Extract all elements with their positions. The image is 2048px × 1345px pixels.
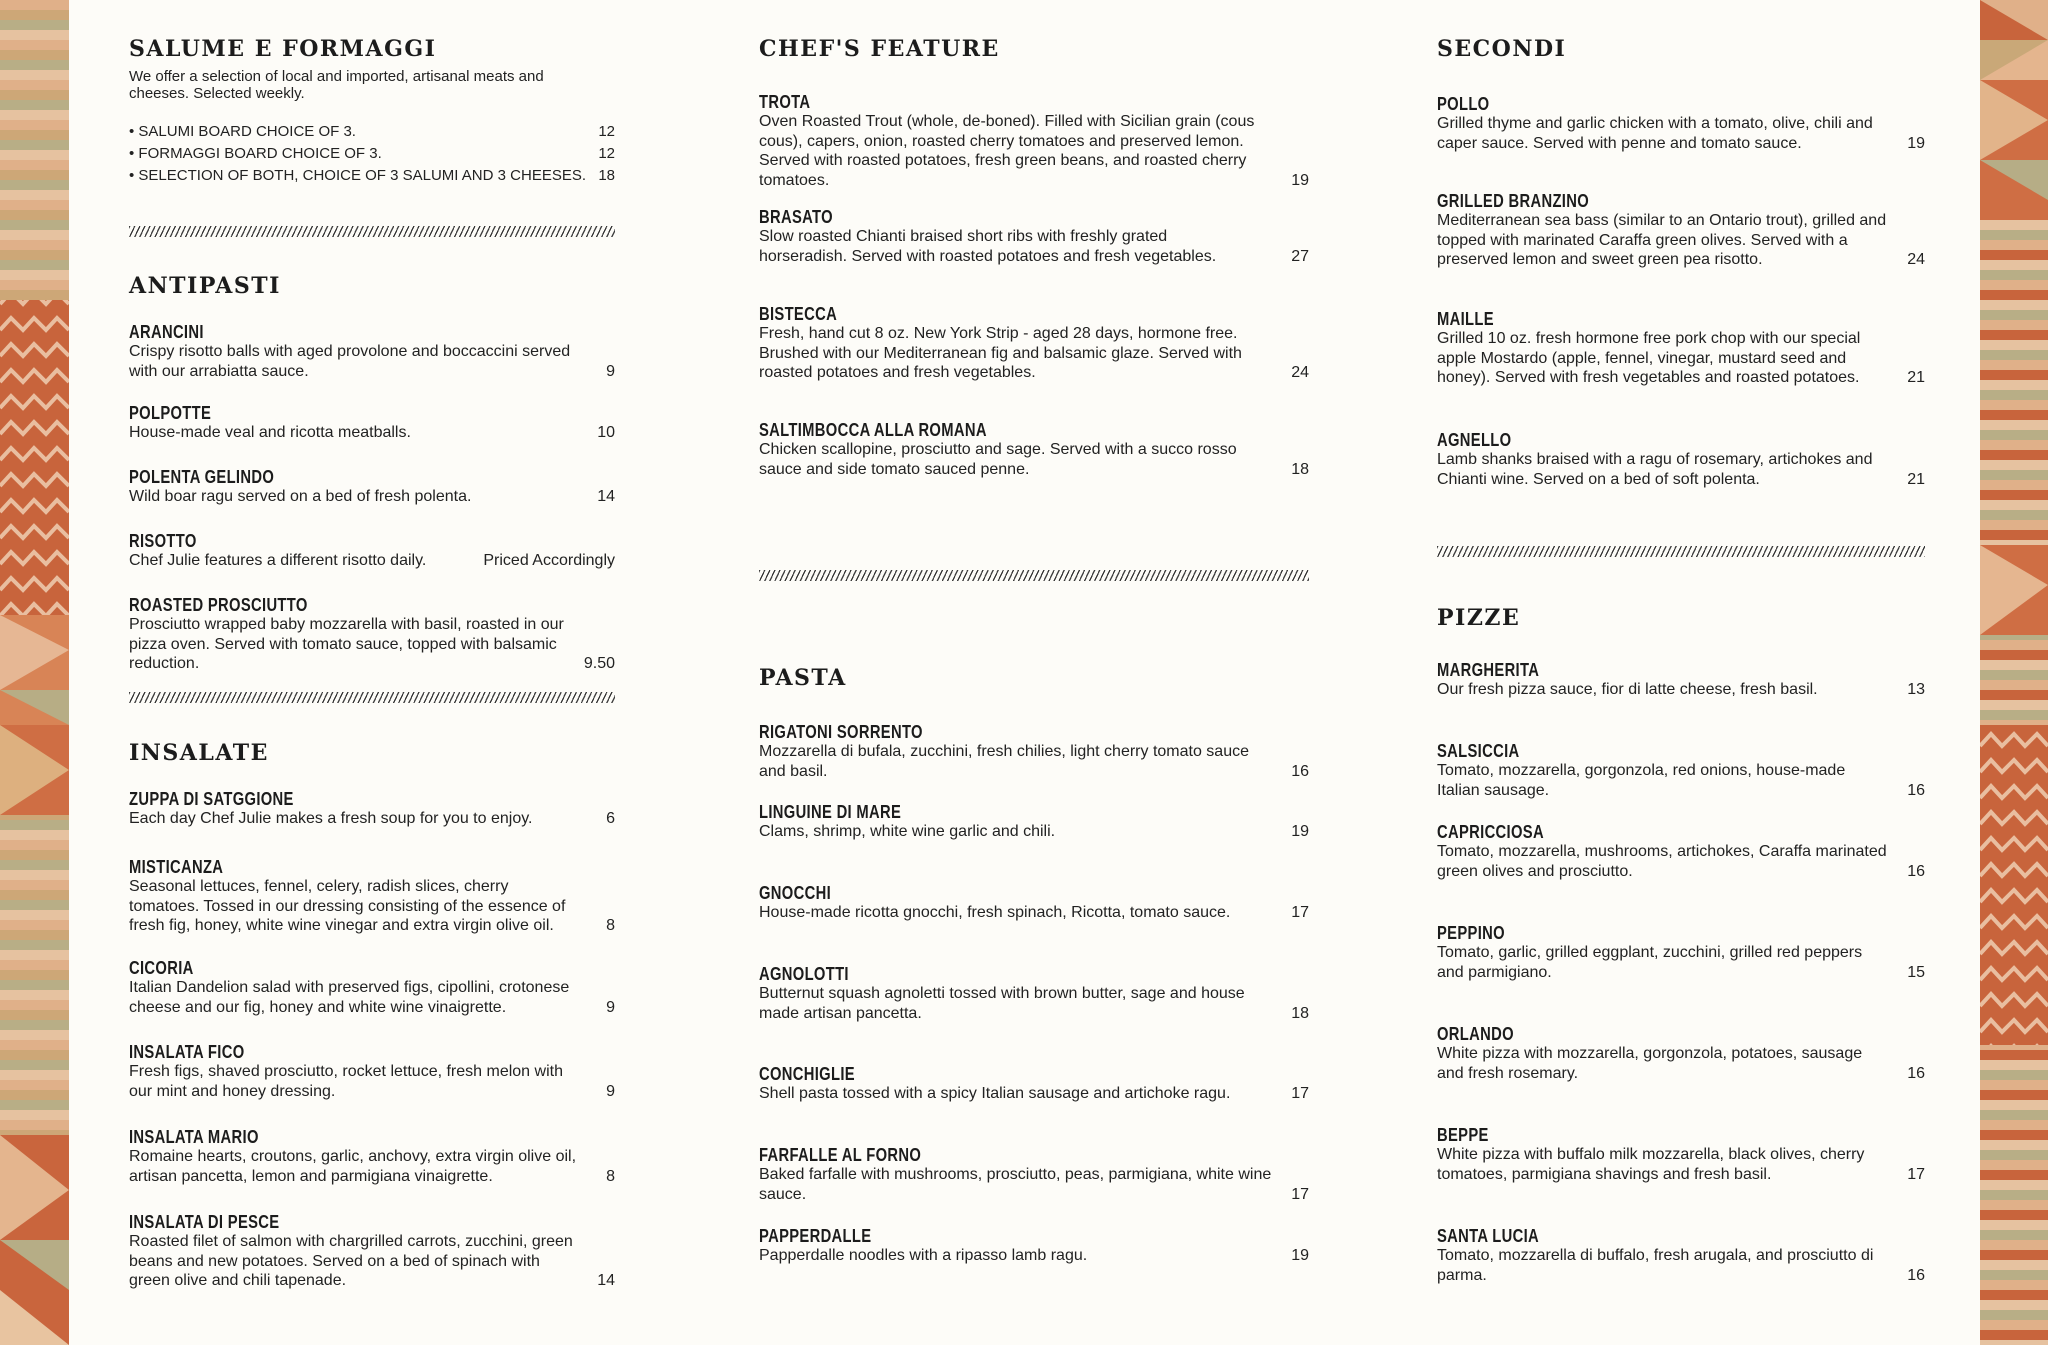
item-name: BRASATO [759,207,833,227]
price: Priced Accordingly [483,552,615,569]
price: 16 [1907,1266,1925,1284]
price: 19 [1291,823,1309,840]
item-description: Roasted filet of salmon with chargrilled carrots, zucchini, green beans and new potatoes. Served on a bed of spinach with green olive and chili tapenade. [129,1233,573,1289]
price: 14 [597,488,615,505]
item-name: RISOTTO [129,531,197,551]
section-title-antipasti: ANTIPASTI [129,273,281,299]
menu-item [759,1226,1309,1266]
menu-item [1437,660,1925,700]
item-name: MARGHERITA [1437,660,1540,680]
item-name: POLPOTTE [129,403,212,423]
price: 17 [1291,1085,1309,1102]
price: 16 [1907,1064,1925,1082]
item-name: LINGUINE DI MARE [759,802,902,822]
menu-item [1437,1125,1925,1184]
item-name: SALTIMBOCCA ALLA ROMANA [759,420,987,440]
left-border-pattern [0,0,69,1345]
item-name: POLLO [1437,94,1490,114]
price: 14 [597,1272,615,1289]
menu-item [129,467,615,507]
item-description: Clams, shrimp, white wine garlic and chili. [759,823,1056,840]
menu-item [1437,430,1925,489]
item-name: INSALATA MARIO [129,1127,259,1147]
menu-item [1437,923,1925,982]
menu-item [759,92,1309,190]
item-description: Romaine hearts, croutons, garlic, anchovy, extra virgin olive oil, artisan pancetta, lemon and parmigiana vinaigrette. [129,1148,577,1185]
item-description: White pizza with mozzarella, gorgonzola, potatoes, sausage and fresh rosemary. [1437,1045,1863,1082]
price: 10 [597,424,615,441]
menu-item [759,304,1309,383]
item-description: Shell pasta tossed with a spicy Italian sausage and artichoke ragu. [759,1085,1231,1102]
menu-item [759,964,1309,1023]
list-item: • FORMAGGI BOARD CHOICE OF 3. 12 [129,143,615,165]
menu-item [129,958,615,1017]
price: 16 [1907,862,1925,880]
menu-item [1437,822,1925,881]
price: 16 [1907,781,1925,799]
item-description: Mediterranean sea bass (similar to an Ontario trout), grilled and topped with marinated Caraffa green olives. Served with a preserved lemon and sweet green pea risotto. [1437,212,1887,268]
price: 18 [598,167,615,184]
menu-item [129,857,615,936]
menu-item [129,1127,615,1186]
item-name: AGNELLO [1437,430,1512,450]
price: 12 [598,145,615,162]
menu-item [759,420,1309,479]
price: 19 [1291,171,1309,189]
price: 9 [606,362,615,380]
item-description: Crispy risotto balls with aged provolone and boccaccini served with our arrabiatta sauce. [129,343,571,380]
item-description: Prosciutto wrapped baby mozzarella with basil, roasted in our pizza oven. Served with tomato sauce, topped with balsamic reduction. [129,616,564,672]
section-title-pizze: PIZZE [1437,605,1521,631]
price: 6 [606,810,615,827]
section-title-salume-e-formaggi: SALUME E FORMAGGI [129,36,437,62]
item-description: Chef Julie features a different risotto daily. [129,552,427,569]
menu-item [1437,94,1925,153]
menu-item [129,1042,615,1101]
price: 13 [1907,681,1925,698]
list-item: • SELECTION OF BOTH, CHOICE OF 3 SALUMI AND 3 CHEESES. 18 [129,165,615,187]
item-description: White pizza with buffalo milk mozzarella, black olives, cherry tomatoes, parmigiana shavings and fresh basil. [1437,1146,1865,1183]
price: 24 [1907,251,1925,268]
price: 19 [1907,134,1925,152]
item-name: CAPRICCIOSA [1437,822,1544,842]
item-name: GNOCCHI [759,883,832,903]
list-item: • SALUMI BOARD CHOICE OF 3. 12 [129,121,615,143]
item-name: FARFALLE AL FORNO [759,1145,922,1165]
item-description: Butternut squash agnoletti tossed with brown butter, sage and house made artisan pancetta. [759,985,1245,1022]
item-name: RIGATONI SORRENTO [759,722,923,742]
menu-item [129,1212,615,1291]
menu-item [759,802,1309,842]
menu-item [1437,309,1925,388]
price: 17 [1291,904,1309,921]
item-name: BISTECCA [759,304,838,324]
item-description: Grilled thyme and garlic chicken with a tomato, olive, chili and caper sauce. Served with penne and tomato sauce. [1437,115,1873,152]
item-description: Grilled 10 oz. fresh hormone free pork chop with our special apple Mostardo (apple, fennel, vinegar, mustard seed and honey). Served with fresh vegetables and roasted potatoes. [1437,330,1861,386]
item-name: AGNOLOTTI [759,964,849,984]
price: 8 [606,917,615,934]
section-divider [129,226,615,237]
item-description: Wild boar ragu served on a bed of fresh polenta. [129,488,472,505]
item-name: SALSICCIA [1437,741,1520,761]
section-divider [759,570,1309,581]
price: 27 [1291,247,1309,265]
menu-item [1437,1226,1925,1285]
item-description: Baked farfalle with mushrooms, prosciutto, peas, parmigiana, white wine sauce. [759,1166,1272,1203]
item-description: Seasonal lettuces, fennel, celery, radish slices, cherry tomatoes. Tossed in our dressing consisting of the essence of fresh fig, honey, white wine vinegar and extra virgin olive oil. [129,878,566,934]
price: 9.50 [583,655,615,672]
menu-item [129,595,615,674]
price: 17 [1907,1165,1925,1183]
item-name: TROTA [759,92,811,112]
section-title-chefs-feature: CHEF'S FEATURE [759,36,1000,62]
item-description: Italian Dandelion salad with preserved figs, cipollini, crotonese cheese and our fig, honey and white wine vinaigrette. [129,979,570,1016]
item-name: ROASTED PROSCIUTTO [129,595,308,615]
item-name: INSALATA FICO [129,1042,245,1062]
menu-item [129,531,615,571]
section-divider [129,692,615,703]
right-border-pattern [1980,0,2048,1345]
item-name: ZUPPA DI SATGGIONE [129,789,294,809]
item-name: CONCHIGLIE [759,1064,855,1084]
section-divider [1437,546,1925,557]
menu-item [759,883,1309,923]
item-description: Chicken scallopine, prosciutto and sage. Served with a succo rosso sauce and side tomato sauced penne. [759,441,1237,478]
price: 16 [1291,762,1309,780]
item-description: Tomato, garlic, grilled eggplant, zucchini, grilled red peppers and parmigiano. [1437,944,1863,981]
board-list [129,121,615,187]
price: 18 [1291,460,1309,478]
menu-item [759,207,1309,266]
item-description: Tomato, mozzarella, mushrooms, artichokes, Caraffa marinated green olives and prosciutto. [1437,843,1887,880]
item-description: Each day Chef Julie makes a fresh soup for you to enjoy. [129,810,533,827]
item-name: INSALATA DI PESCE [129,1212,280,1232]
menu-item [129,789,615,829]
menu-item [129,322,615,381]
right-decorative-border [1980,0,2048,1345]
section-title-insalate: INSALATE [129,740,269,766]
item-description: Slow roasted Chianti braised short ribs with freshly grated horseradish. Served with roasted potatoes and fresh vegetables. [759,228,1217,265]
price: 21 [1907,369,1925,386]
menu-item [759,722,1309,781]
item-name: POLENTA GELINDO [129,467,275,487]
item-description: Fresh, hand cut 8 oz. New York Strip - aged 28 days, hormone free. Brushed with our Mediterranean fig and balsamic glaze. Served with roasted potatoes and fresh vegetables. [759,325,1242,381]
menu-item [1437,191,1925,270]
price: 12 [598,123,615,140]
price: 21 [1907,470,1925,488]
item-description: Mozzarella di bufala, zucchini, fresh chilies, light cherry tomato sauce and basil. [759,743,1249,780]
item-name: ORLANDO [1437,1024,1514,1044]
price: 15 [1907,963,1925,981]
item-description: House-made ricotta gnocchi, fresh spinach, Ricotta, tomato sauce. [759,904,1231,921]
item-description: Lamb shanks braised with a ragu of rosemary, artichokes and Chianti wine. Served on a bed of soft polenta. [1437,451,1873,488]
menu-item [129,403,615,443]
price: 19 [1291,1247,1309,1264]
menu-item [1437,741,1925,800]
price: 9 [606,1082,615,1100]
item-name: GRILLED BRANZINO [1437,191,1590,211]
price: 8 [606,1167,615,1185]
item-name: BEPPE [1437,1125,1489,1145]
item-description: Fresh figs, shaved prosciutto, rocket lettuce, fresh melon with our mint and honey dressing. [129,1063,563,1100]
menu-item [759,1145,1309,1204]
item-name: MAILLE [1437,309,1494,329]
price: 9 [606,998,615,1016]
section-title-pasta: PASTA [759,665,847,691]
item-name: ARANCINI [129,322,204,342]
menu-item [759,1064,1309,1104]
item-description: House-made veal and ricotta meatballs. [129,424,411,441]
section-intro: We offer a selection of local and imported, artisanal meats and cheeses. Selected weekly. [129,68,544,102]
item-name: PEPPINO [1437,923,1505,943]
section-title-secondi: SECONDI [1437,36,1567,62]
price: 17 [1291,1185,1309,1203]
item-name: SANTA LUCIA [1437,1226,1540,1246]
item-description: Our fresh pizza sauce, fior di latte cheese, fresh basil. [1437,681,1818,698]
item-description: Papperdalle noodles with a ripasso lamb ragu. [759,1247,1088,1264]
left-decorative-border [0,0,69,1345]
item-description: Oven Roasted Trout (whole, de-boned). Filled with Sicilian grain (cous cous), capers, onion, roasted cherry tomatoes and preserved lemon. Served with roasted potatoes, fresh green beans, and roasted cherry tomatoes. [759,113,1255,189]
menu-item [1437,1024,1925,1083]
item-description: Tomato, mozzarella di buffalo, fresh arugala, and prosciutto di parma. [1437,1247,1874,1284]
item-description: Tomato, mozzarella, gorgonzola, red onions, house-made Italian sausage. [1437,762,1846,799]
item-name: MISTICANZA [129,857,224,877]
price: 24 [1291,364,1309,381]
item-name: PAPPERDALLE [759,1226,872,1246]
item-name: CICORIA [129,958,194,978]
price: 18 [1291,1004,1309,1022]
